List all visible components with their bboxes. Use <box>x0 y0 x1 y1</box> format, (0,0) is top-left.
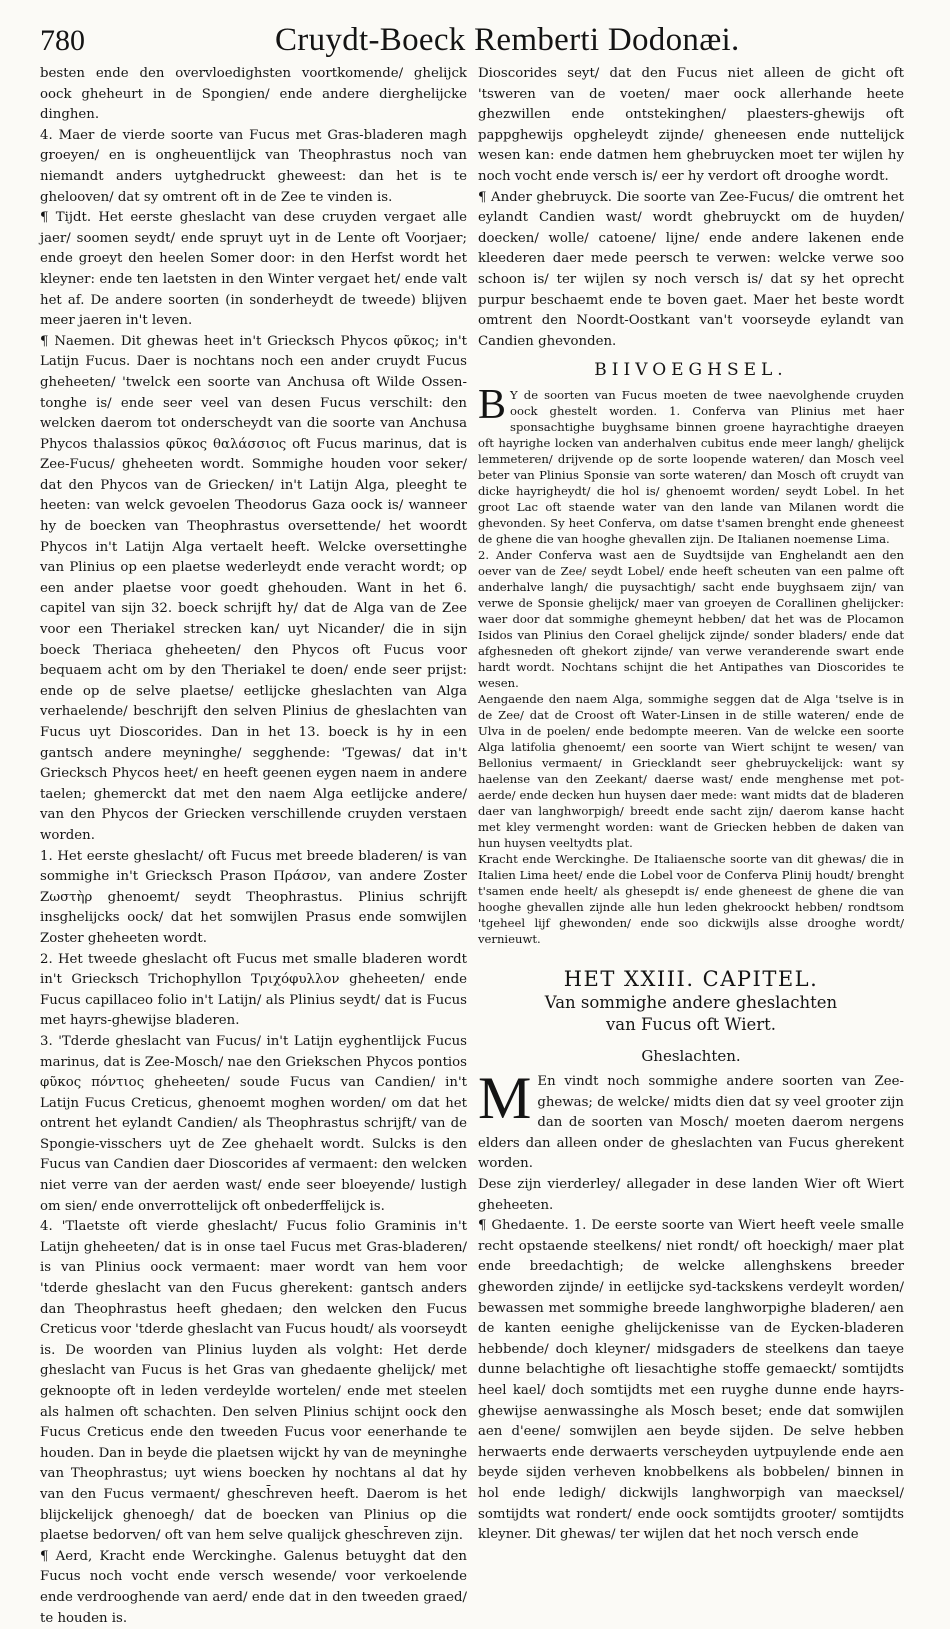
paragraph: 2. Ander Conferva wast aen de Suydtsijde van Enghelandt aen den oever van de Zee/ seydt Lobel/ ende heeft scheuten van een palme oft anderhalve langh/ die puysachtigh/ sacht ende buyghsaem zijn/ van verwe de Sponsie ghelijck/ maer van groeyen de Corallinen ghelijcker: waer door dat sommighe ghemeynt hebben/ dat het was de Plocamon Isidos van Plinius den Corael ghelijck zijnde/ sonder bladers/ ende dat afghesneden oft ghekort zijnde/ van verwe veranderende swart ende hardt wordt. Nochtans schijnt die het Antipathes van Dioscorides te wesen. <box>478 547 904 690</box>
page-number: 780 <box>40 24 85 57</box>
bijvoeghsel-heading: BIIVOEGHSEL. <box>594 360 788 381</box>
initial-letter-b: B <box>478 381 507 428</box>
paragraph: ¶ Tijdt. Het eerste gheslacht van dese cruyden vergaet alle jaer/ soomen seydt/ ende spruyt uyt in de Lente oft Voorjaer; ende groeyt den heelen Somer door: in den Herfst wordt het kleyner: ende ten laetsten in den Winter vergaet het/ ende valt het af. De andere soorten (in sonderheydt de tweede) blijven meer jaeren in't leven. <box>40 210 467 329</box>
paragraph: Dioscorides seyt/ dat den Fucus niet alleen de gicht oft 'tsweren van de voeten/ maer oock allerhande heete ghezwillen ende ontstekinghen/ plaesters-ghewijs oft pappghewijs opgheleydt zijnde/ gheneesen ende nuttelijck wesen kan: ende datmen hem ghebruycken moet ter wijlen hy noch vocht ende versch is/ eer hy verdort oft drooghe wordt. <box>478 66 904 184</box>
paragraph-text: En vindt noch sommighe andere soorten van Zee-ghewas; de welcke/ midts dien dat sy veel grooter zijn dan de soorten van Mosch/ moeten daerom nergens elders dan alleen onder de gheslachten van Fucus gherekent worden. <box>478 1074 904 1172</box>
paragraph: ¶ Ghedaente. 1. De eerste soorte van Wiert heeft veele smalle recht opstaende steelkens/ niet rondt/ oft hoeckigh/ maer plat ende breedachtigh; de welcke allenghskens breeder gheworden zijnde/ in eetlijcke syd-tackskens verdeylt worden/ bewassen met sommighe breede langhworpighe bladeren/ aen de kanten eenighe ghelijckenisse van de Eycken-bladeren hebbende/ doch kleyner/ midsgaders de steelkens dan taeye dunne belachtighe oft liesachtighe stoffe gemaeckt/ somtijdts heel kael/ doch somtijdts met een ruyghe dunne ende hayrs-ghewijse aenwassinghe als Mosch beset; ende dat somwijlen aen d'eene/ somwijlen aen beyde sijden. De selve hebben herwaerts ende derwaerts verscheyden uytpuylende ende aen beyde sijden verheven knobbelkens als bobbelen/ binnen in hol ende ledigh/ dickwijls langhworpigh van maecksel/ somtijdts wat rondert/ ende oock somtijdts grooter/ somtijdts kleyner. Dit ghewas/ ter wijlen dat het noch versch ende <box>478 1218 904 1543</box>
running-title: Cruydt-Boeck Remberti Dodonæi. <box>275 22 740 58</box>
initial-letter-m: M <box>478 1065 532 1132</box>
paragraph: 4. 'Tlaetste oft vierde gheslacht/ Fucus folio Graminis in't Latijn gheheeten/ dat is in onse tael Fucus met Gras-bladeren/ is van Plinius oock vermaent: maer wordt van hem voor 'tderde gheslacht van den Fucus gherekent: gantsch anders dan Theophrastus heeft ghedaen; den welcken den Fucus Creticus voor 'tderde gheslacht van Fucus houdt/ als voorseydt is. De woorden van Plinius luyden als volght: Het derde gheslacht van Fucus is het Gras van ghedaente ghelijck/ met geknoopte oft in leden verdeylde wortelen/ ende met steelen als halmen oft schachten. Den selven Plinius schijnt oock den Fucus Creticus ende den tweeden Fucus voor eenerhande te houden. Dan in beyde die plaetsen wijckt hy van de meyninghe van Theophrastus; uyt wiens boecken hy nochtans al dat hy van den Fucus vermaent/ ghesch̄reven heeft. Daerom is het blijckelijck ghenoegh/ dat de boecken van Plinius op die plaetse bedorven/ oft van hem selve qualijck ghesch̄reven zijn. <box>40 1219 467 1544</box>
bijvoeghsel-section <box>478 381 904 947</box>
chapter-subtitle <box>478 992 904 1036</box>
chapter-subtitle-line: Van sommighe andere gheslachten <box>544 992 838 1012</box>
paragraph: ¶ Naemen. Dit ghewas heet in't Griecksch Phycos φῦκος; in't Latijn Fucus. Daer is nochtans noch een ander cruydt Fucus gheheeten/ 'twelck een soorte van Anchusa oft Wilde Ossen-tonghe is/ ende seer veel van desen Fucus verschilt: den welcken daerom tot onderscheydt van die soorte van Anchusa Phycos thalassios φῦκος θαλάσσιος oft Fucus marinus, dat is Zee-Fucus/ gheheeten wordt. Sommighe houden voor seker/ dat den Phycos van de Griecken/ in't Latijn Alga, pleeght te heeten: van welck gevoelen Theodorus Gaza oock is/ wanneer hy de boecken van Theophrastus oversettende/ het woordt Phycos in't Latijn Alga vertaelt heeft. Welcke oversettinghe van Plinius op een plaetse wederleydt ende veracht wordt; op een ander plaetse voor goedt ghehouden. Want in het 6. capitel van sijn 32. boeck schrijft hy/ dat de Alga van de Zee voor een Theriakel strecken kan/ uyt Nicander/ die in sijn boeck Theriaca gheheeten/ den Phycos oft Fucus voor bequaem acht om by den Theriakel te doen/ ende seer prijst: ende op de selve plaetse/ eetlijcke gheslachten van Alga verhaelende/ beschrijft den selven Plinius de gheslachten van Fucus uyt Dioscorides. Dan in het 13. boeck is hy in een gantsch andere meyninghe/ segghende: 'Tgewas/ dat in't Griecksch Phycos heet/ en heeft geenen eygen naem in andere taelen; ghemerckt dat met den naem Alga eetlijcke andere/ van den Phycos der Griecken verschillende cruyden verstaen worden. <box>40 333 467 843</box>
paragraph: Dese zijn vierderley/ allegader in dese landen Wier oft Wiert gheheeten. <box>478 1177 904 1213</box>
paragraph: Aengaende den naem Alga, sommighe seggen dat de Alga 'tselve is in de Zee/ dat de Croost oft Water-Linsen in de stille wateren/ ende de Ulva in de poelen/ ende bedompte meeren. Van de welcke een soorte Alga latifolia ghenoemt/ een soorte van Wiert schijnt te wesen/ van Bellonius vermaent/ in Griecklandt seer ghebruyckelijck: want sy haelense van den Zeekant/ daerse wast/ ende menghense met pot-aerde/ ende decken hun huysen daer mede: want midts dat de bladeren daer van langhworpigh/ breedt ende sacht zijn/ daerom kanse hacht met kley vermenght worden: want de Griecken hebben de daken van hun huysen veeltydts plat. <box>478 691 904 850</box>
chapter-subtitle-line: van Fucus oft Wiert. <box>605 1014 777 1034</box>
paragraph: 2. Het tweede gheslacht oft Fucus met smalle bladeren wordt in't Griecksch Trichophyllon Τριχόφυλλον gheheeten/ ende Fucus capillaceo folio in't Latijn/ als Plinius seydt/ dat is Fucus met hayrs-ghewijse bladeren. <box>40 951 467 1029</box>
chapter-heading: HET XXIII. CAPITEL. <box>563 966 819 991</box>
left-column <box>40 64 467 1629</box>
paragraph: 1. Het eerste gheslacht/ oft Fucus met breede bladeren/ is van sommighe in't Griecksch Prason Πράσον, van andere Zoster Ζωστὴρ ghenoemt/ seydt Theophrastus. Plinius schrijft insghelijcks oock/ dat het somwijlen Prasus ende somwijlen Zoster gheheeten wordt. <box>40 848 467 946</box>
paragraph: Kracht ende Werckinghe. De Italiaensche soorte van dit ghewas/ die in Italien Lima heet/ ende die Lobel voor de Conferva Plinij houdt/ brenght t'samen ende heelt/ als ghesepdt is/ ende gheneest de ghene die van hooghe ghevallen zijnde alle hun leden ghekroockt hebben/ rondtsom 'tgeheel lijf ghewonden/ ende soo dickwijls alsse drooghe wordt/ vernieuwt. <box>478 851 904 946</box>
paragraph <box>478 1065 904 1175</box>
paragraph-text: Y de soorten van Fucus moeten de twee naevolghende cruyden oock ghestelt worden. 1. Conferva van Plinius met haer sponsachtighe buyghsame binnen groene hayrachtighe draeyen oft hayrighe locken van anderhalven cubitus ende meer langh/ ghelijck lemmeteren/ drijvende op de sorte loopende wateren/ dan Mosch veel beter van Plinius Sponsie van sorte wateren/ dan Mosch oft cruydt van dicke hayrigheydt/ die hol is/ ghenoemt worden/ seydt Lobel. In het groot Lac oft staende water van den lande van Milanen wordt die ghevonden. Sy heet Conferva, om datse t'samen brenght ende gheneest de ghene die van hooghe ghevallen zijn. De Italianen noemense Lima. <box>478 387 904 546</box>
paragraph: besten ende den overvloedighsten voortkomende/ ghelijck oock gheheurt in de Spongien/ ende andere dierghelijcke dinghen. <box>40 66 467 123</box>
paragraph <box>478 381 904 547</box>
paragraph: ¶ Aerd, Kracht ende Werckinghe. Galenus betuyght dat den Fucus noch vocht ende versch wesende/ voor verkoelende ende verdrooghende van aerd/ ende dat in den tweeden graed/ te houden is. <box>40 1548 467 1626</box>
paragraph: 3. 'Tderde gheslacht van Fucus/ in't Latijn eyghentlijck Fucus marinus, dat is Zee-Mosch/ nae den Griekschen Phycos pontios φῦκος πόντιος gheheeten/ soude Fucus van Candien/ in't Latijn Fucus Creticus, ghenoemt moghen worden/ om dat het ontrent het eylandt Candien/ als Theophrastus schrijft/ van de Spongie-visschers uyt de Zee ghehaelt wordt. Sulcks is den Fucus van Candien daer Dioscorides af vermaent: den welcken niet verre van der aerden wast/ ende seer bloeyende/ lustigh om sien/ ende onverrottelijck oft onbederffelijck is. <box>40 1033 467 1214</box>
paragraph: ¶ Ander ghebruyck. Die soorte van Zee-Fucus/ die omtrent het eylandt Candien wast/ wordt ghebruyckt om de huyden/ doecken/ wolle/ catoene/ lijne/ ende andere lakenen ende kleederen daer mede peersch te verwen: welcke verwe soo schoon is/ ter wijlen sy noch versch is/ dat sy het oprecht purpur beschaemt ende te boven gaet. Maer het beste wordt omtrent den Noordt-Oostkant van't voorseyde eylandt van Candien ghevonden. <box>478 189 904 349</box>
paragraph: 4. Maer de vierde soorte van Fucus met Gras-bladeren magh groeyen/ en is ongheuentlijck van Theophrastus noch van niemandt anders uytghedruckt gheweest: dan het is te ghelooven/ dat sy omtrent oft in de Zee te vinden is. <box>40 127 467 205</box>
gheslachten-heading: Gheslachten. <box>641 1046 741 1065</box>
right-column <box>478 64 904 1546</box>
